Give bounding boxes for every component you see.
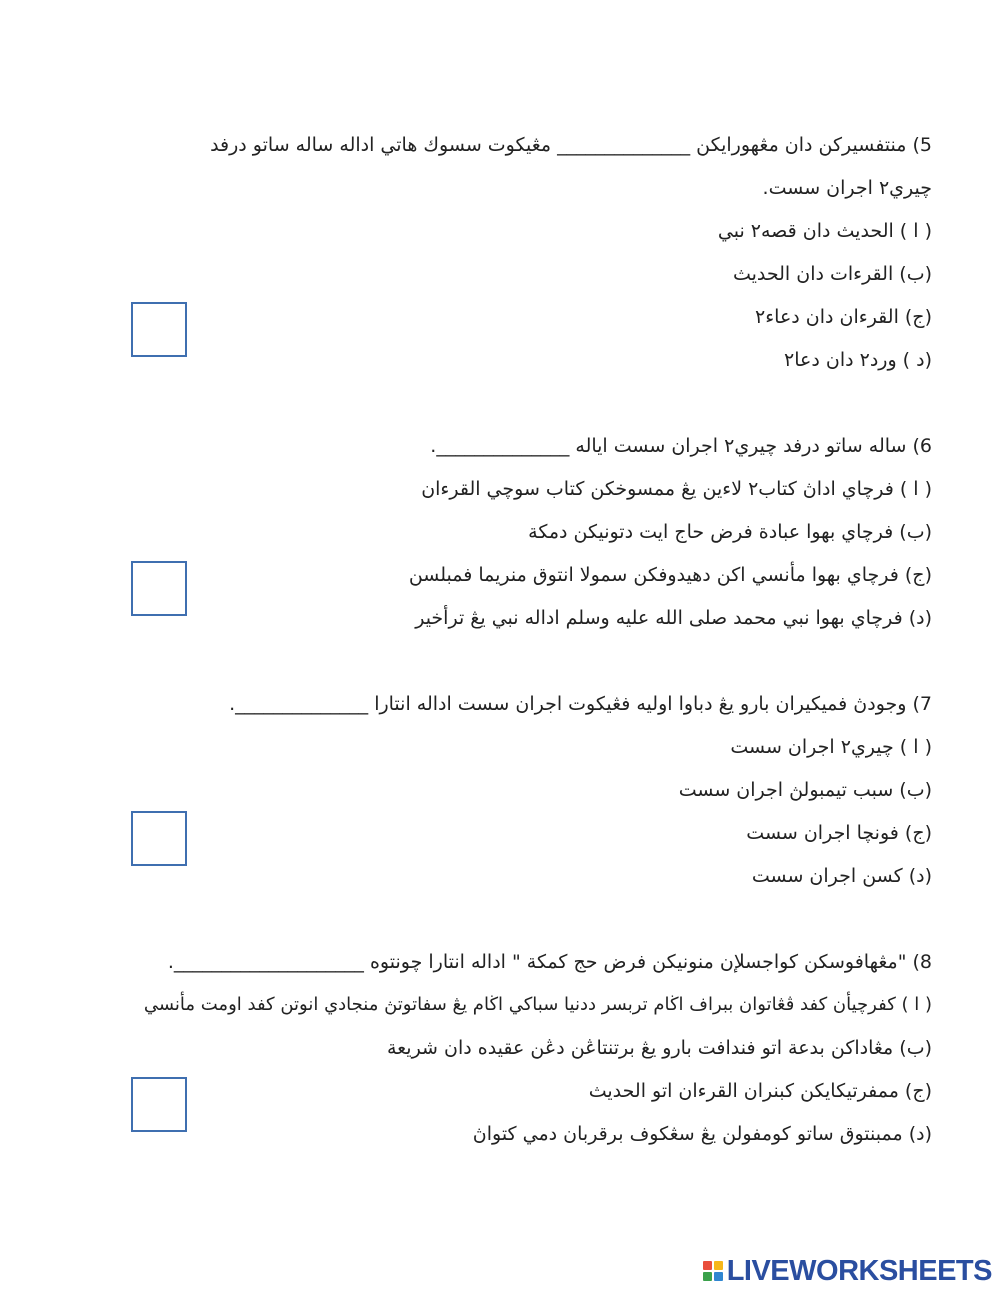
q8-stem: 8) "مڠهافوسکن کواجسلإن منونيکن فرض حج کمكة " اداله انتارا چونتوه ____________________. [167, 951, 932, 973]
q7-option-b: (ب) سبب تيمبولڽ اجران سست [678, 779, 932, 801]
liveworksheets-mark-icon [703, 1261, 723, 1281]
q7-option-d: (د) کسن اجران سست [751, 865, 932, 887]
q8-option-a: ( ا ) کفرچيأن کفد ڤڠاتوان ببراف اڬام تربسر ددنيا سباکي اڬام يڠ سفاتوتڽ منجادي انوتن کفد اومت مأنسي [143, 994, 932, 1015]
q7-option-a: ( ا ) چيري٢ اجران سست [730, 736, 932, 758]
q8-option-b: (ب) مڠاداکن بدعة اتو فندافت بارو يڠ برتنتاڠن دڠن عقيده دان شريعة [386, 1037, 932, 1059]
q5-option-d: (د ) ورد٢ دان دعا٢ [784, 349, 932, 371]
q8-option-c: (ج) ممفرتيکايکن کبنران القرءان اتو الحديث [588, 1080, 932, 1102]
q5-option-a: ( ا ) الحديث دان قصه٢ نبي [717, 220, 932, 242]
q5-stem-line-2: چيري٢ اجران سست. [762, 177, 932, 199]
q7-option-c: (ج) فونچا اجران سست [746, 822, 932, 844]
q7-answer-box[interactable] [131, 811, 187, 866]
q8-option-d: (د) ممبنتوق ساتو کومفولن يڠ سڠکوف برقربان دمي کتواڽ [472, 1123, 932, 1145]
q5-option-b: (ب) القرءات دان الحديث [732, 263, 932, 285]
q8-answer-box[interactable] [131, 1077, 187, 1132]
q6-option-a: ( ا ) فرچاي اداڽ کتاب٢ لاءين يڠ ممسوخکن کتاب سوچي القرءان [421, 478, 932, 500]
q6-stem: 6) ساله ساتو درفد چيري٢ اجران سست اياله ______________. [430, 435, 932, 457]
q7-stem: 7) وجودڽ فميکيران بارو يڠ دباوا اوليه فڠيکوت اجران سست اداله انتارا ______________. [229, 693, 932, 715]
q5-stem-line-1: 5) منتفسيرکن دان مڠهورايکن ______________ مڠيکوت سسوك هاتي اداله ساله ساتو درفد [210, 134, 932, 156]
q6-option-d: (د) فرچاي بهوا نبي محمد صلى الله عليه وسلم اداله نبي يڠ ترأخير [415, 607, 932, 629]
liveworksheets-logo [703, 1253, 992, 1289]
q6-option-c: (ج) فرچاي بهوا مأنسي اکن دهيدوفکن سمولا انتوق منريما فمبلسن [408, 564, 932, 586]
q5-answer-box[interactable] [131, 302, 187, 357]
q6-option-b: (ب) فرچاي بهوا عبادة فرض حاج ايت دتونيکن دمكة [528, 521, 932, 543]
q6-answer-box[interactable] [131, 561, 187, 616]
brand-name: LIVEWORKSHEETS [726, 1254, 992, 1287]
q5-option-c: (ج) القرءان دان دعاء٢ [755, 306, 932, 328]
